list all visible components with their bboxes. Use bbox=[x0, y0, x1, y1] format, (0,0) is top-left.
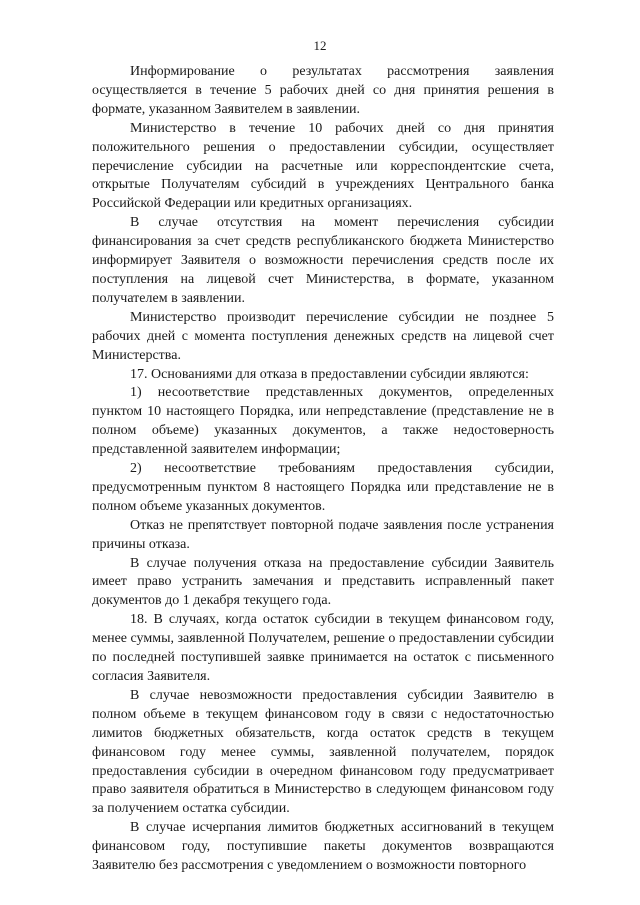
document-body bbox=[92, 63, 554, 876]
paragraph-insufficient-limits: В случае невозможности предоставления субсидии Заявителю в полном объеме в текущем финансовом году в связи с недостаточностью лимитов бюджетных обязательств, когда остаток средств в текущем финансовом году менее суммы, заявленной получателем, порядок предоставления субсидии в очередном финансовом году предусматривает право заявителя обратиться в Министерство в следующем финансовом году за получением остатка субсидии. bbox=[92, 687, 554, 817]
page-number: 12 bbox=[313, 38, 327, 53]
paragraph-corrections: В случае получения отказа на предоставление субсидии Заявитель имеет право устранить замечания и представить исправленный пакет документов до 1 декабря текущего года. bbox=[92, 555, 554, 609]
paragraph-exhausted-limits: В случае исчерпания лимитов бюджетных ассигнований в текущем финансовом году, поступившие пакеты документов возвращаются Заявителю без рассмотрения с уведомлением о возможности повторного bbox=[92, 820, 554, 874]
paragraph-transfer-deadline: Министерство производит перечисление субсидии не позднее 5 рабочих дней с момента поступления денежных средств на лицевой счет Министерства. bbox=[92, 309, 554, 363]
paragraph-notification: Информирование о результатах рассмотрения заявления осуществляется в течение 5 рабочих дней со дня принятия решения в формате, указанном Заявителем в заявлении. bbox=[92, 64, 554, 117]
paragraph-remaining-subsidy: 18. В случаях, когда остаток субсидии в текущем финансовом году, менее суммы, заявленной Получателем, решение о предоставлении субсидии по последней поступившей заявке принимается на остаток с письменного согласия Заявителя. bbox=[92, 612, 554, 684]
paragraph-resubmission: Отказ не препятствует повторной подаче заявления после устранения причины отказа. bbox=[92, 517, 554, 552]
paragraph-funding-absence: В случае отсутствия на момент перечисления субсидии финансирования за счет средств республиканского бюджета Министерство информирует Заявителя о возможности перечисления средств после их поступления на лицевой счет Министерства, в формате, указанном получателем в заявлении. bbox=[92, 215, 554, 306]
paragraph-refusal-grounds: 17. Основаниями для отказа в предоставлении субсидии являются: bbox=[130, 366, 529, 382]
paragraph-refusal-ground-1: 1) несоответствие представленных документов, определенных пунктом 10 настоящего Порядка, или непредставление (представление не в полном объеме) указанных документов, а также недостоверность представленной заявителем информации; bbox=[92, 385, 554, 458]
paragraph-refusal-ground-2: 2) несоответствие требованиям предоставления субсидии, предусмотренным пунктом 8 настоящего Порядка или представление не в полном объеме указанных документов. bbox=[92, 461, 554, 514]
paragraph-transfer-terms: Министерство в течение 10 рабочих дней со дня принятия положительного решения о предоставлении субсидии, осуществляет перечисление субсидии на расчетные или корреспондентские счета, открытые Получателям субсидий в учреждениях Центрального банка Российской Федерации или кредитных организациях. bbox=[92, 120, 554, 212]
